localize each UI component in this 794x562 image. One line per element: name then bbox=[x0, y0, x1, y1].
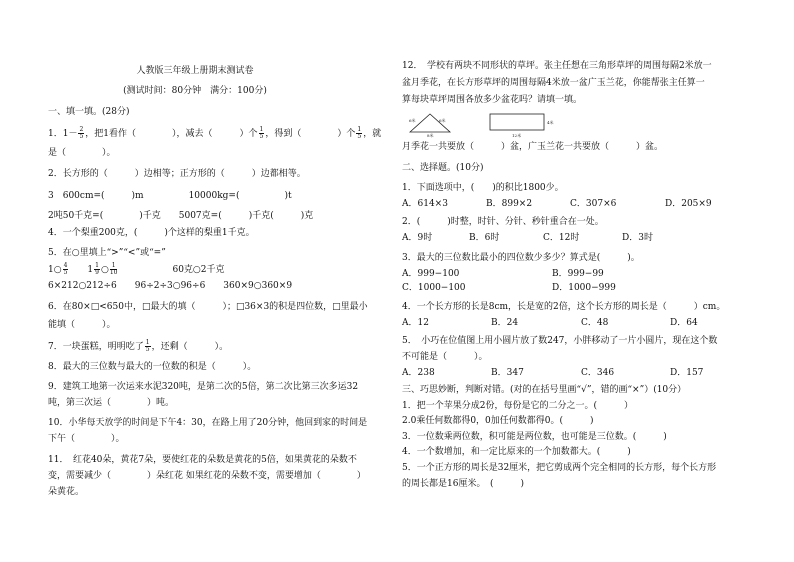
q1-text-c: ，得到（ ）个 bbox=[265, 129, 356, 139]
question-11-cont-2: 朵黄花。 bbox=[48, 487, 85, 497]
choice-1-opt-a: A．614×3 bbox=[402, 199, 448, 209]
choice-4: 4．一个长方形的长是8cm，长是宽的2倍，这个长方形的周长是（ ）cm。 bbox=[402, 302, 726, 312]
fraction-two-fifths: $\frac{2}{5}$ bbox=[79, 126, 84, 140]
judge-5: 5．一个正方形的周长是32厘米，把它剪成两个完全相同的长方形，每个长方形 bbox=[402, 463, 717, 473]
question-6-cont: 能填（ ）。 bbox=[48, 320, 116, 330]
question-6: 6．在80×□<650中，□最大的填（ ）；□36×3的积是四位数，□里最小 bbox=[48, 302, 368, 312]
choice-5: 5． 小巧在位值图上用小圆片放了数247，小胖移动了一片小圆片，现在这个数 bbox=[402, 336, 718, 346]
choice-5-opt-b: B．347 bbox=[491, 368, 524, 378]
choice-4-opt-c: C．48 bbox=[581, 318, 609, 328]
choice-2: 2．( )时整，时针、分针、秒针重合在一处。 bbox=[402, 217, 604, 227]
rectangle-lawn-figure bbox=[488, 112, 560, 138]
triangle-bottom-label: 8米 bbox=[427, 133, 434, 138]
choice-3-opt-c: C．1000−100 bbox=[402, 283, 466, 293]
rectangle-bottom-label: 12米 bbox=[512, 133, 522, 138]
choice-2-opt-b: B．6时 bbox=[469, 233, 500, 243]
question-3: 3 600cm=( )m 10000kg=( )t bbox=[48, 191, 292, 201]
fraction-one-fifth: $\frac{1}{5}$ bbox=[259, 126, 264, 140]
choice-5-cont: 不可能是（ ）。 bbox=[402, 352, 488, 362]
q1-text-b: ，把1看作（ ），减去（ ）个 bbox=[85, 129, 258, 139]
choice-2-opt-d: D．3时 bbox=[622, 233, 653, 243]
fraction-four-fifths: $\frac{4}{5}$ bbox=[63, 262, 68, 276]
question-11: 11． 红花40朵，黄花7朵，要使红花的朵数是黄花的5倍，如果黄花的朵数不 bbox=[48, 455, 357, 465]
section-3-heading: 三、巧思妙断，判断对错。(对的在括号里画“√”，错的画“×”）(10分） bbox=[402, 385, 687, 395]
question-9: 9．建筑工地第一次运来水泥320吨，是第二次的5倍，第二次比第三次多运32 bbox=[48, 382, 359, 392]
choice-3-opt-b: B．999−99 bbox=[552, 269, 604, 279]
judge-2: 2.0乘任何数都得0，0加任何数都得0。( ) bbox=[402, 416, 594, 426]
question-5: 5．在○里填上“>”“<”或“=” bbox=[48, 248, 166, 258]
fraction-one-fifth-b: $\frac{1}{5}$ bbox=[357, 126, 362, 140]
choice-3: 3．最大的三位数比最小的四位数少多少？算式是( )。 bbox=[402, 253, 640, 263]
choice-1-opt-c: C．307×6 bbox=[570, 199, 617, 209]
fraction-one-ninth: $\frac{1}{9}$ bbox=[95, 262, 99, 276]
question-10: 10．小华每天放学的时间是下午4：30，在路上用了20分钟，他回到家的时间是 bbox=[48, 418, 368, 428]
triangle-right-label: 6米 bbox=[439, 118, 446, 123]
choice-2-opt-a: A．9时 bbox=[402, 233, 433, 243]
section-1-heading: 一、填一填。(28分) bbox=[48, 107, 130, 117]
triangle-left-label: 6米 bbox=[409, 118, 416, 123]
rectangle-right-label: 4米 bbox=[547, 120, 554, 125]
question-11-cont: 变，需要减少（ ）朵红花 如果红花的朵数不变，需要增加（ ） bbox=[48, 471, 366, 481]
question-7: 7．一块蛋糕，明明吃了 $\frac{1}{5}$ ，还剩（ ）。 bbox=[48, 339, 229, 353]
q1-text-a: 1．1－ bbox=[48, 129, 78, 139]
judge-1: 1．把一个苹果分成2份，每份是它的二分之一。( ） bbox=[402, 401, 633, 411]
choice-5-opt-a: A．238 bbox=[402, 368, 435, 378]
question-5-row-2: 6×212○212÷6 96÷2÷3○96÷6 360×9○360×9 bbox=[48, 281, 293, 291]
choice-1: 1．下面选项中，( )的积比1800少。 bbox=[402, 183, 564, 193]
question-2: 2．长方形的（ ）边相等；正方形的（ ）边都相等。 bbox=[48, 169, 306, 179]
question-9-cont: 吨，第三次运（ ）吨。 bbox=[48, 398, 175, 408]
question-12-cont-2: 算每块草坪周围各放多少盆花吗？请填一填。 bbox=[402, 95, 583, 105]
judge-4: 4．一个数增加，和一定比原来的一个加数都大。( ) bbox=[402, 447, 631, 457]
fraction-one-tenth: $\frac{1}{10}$ bbox=[109, 262, 118, 276]
judge-3: 3．一位数乘两位数，积可能是两位数，也可能是三位数。( ) bbox=[402, 432, 667, 442]
choice-4-opt-a: A．12 bbox=[402, 318, 429, 328]
question-12-cont: 盆月季花，在长方形草坪的周围每隔4米放一盆广玉兰花，你能帮张主任算一 bbox=[402, 78, 705, 88]
choice-4-opt-d: D．64 bbox=[670, 318, 698, 328]
page-title: 人教版三年级上册期末测试卷 bbox=[136, 66, 254, 76]
question-1-cont: 是（ ）。 bbox=[48, 148, 116, 158]
question-1 bbox=[48, 127, 381, 140]
choice-5-opt-c: C．346 bbox=[581, 368, 615, 378]
page-subtitle: (测试时间：80分钟 满分：100分) bbox=[123, 86, 267, 96]
choice-1-opt-b: B．899×2 bbox=[486, 199, 533, 209]
question-4: 4．一个梨重200克，( )个这样的梨重1千克。 bbox=[48, 228, 255, 238]
choice-3-opt-d: D．1000−999 bbox=[552, 283, 616, 293]
choice-5-opt-d: D．157 bbox=[670, 368, 704, 378]
judge-5-cont: 的周长都是16厘米。 ( ) bbox=[402, 479, 524, 489]
choice-3-opt-a: A．999−100 bbox=[402, 269, 460, 279]
fraction-one-fifth-c: $\frac{1}{5}$ bbox=[145, 339, 150, 353]
question-3-cont: 2吨50千克=( )千克 5007克=( )千克( )克 bbox=[48, 211, 314, 221]
triangle-lawn-figure bbox=[406, 110, 454, 138]
question-12-answer: 月季花一共要放（ ）盆，广玉兰花一共要放（ ）盆。 bbox=[402, 142, 664, 152]
choice-2-opt-c: C．12时 bbox=[543, 233, 580, 243]
section-2-heading: 二、选择题。(10分) bbox=[402, 163, 484, 173]
question-5-row-1: 1○ $\frac{4}{5}$ 1 $\frac{1}{9}$ ○ $\frac{1}{10}$ 60克○2千克 bbox=[48, 262, 225, 276]
question-10-cont: 下午（ ）。 bbox=[48, 434, 125, 444]
question-12: 12． 学校有两块不同形状的草坪。张主任想在三角形草坪的周围每隔2米放一 bbox=[402, 61, 712, 71]
question-8: 8．最大的三位数与最大的一位数的积是（ ）。 bbox=[48, 362, 257, 372]
choice-4-opt-b: B．24 bbox=[491, 318, 519, 328]
q1-text-d: ，就 bbox=[363, 129, 382, 139]
choice-1-opt-d: D．205×9 bbox=[665, 199, 712, 209]
